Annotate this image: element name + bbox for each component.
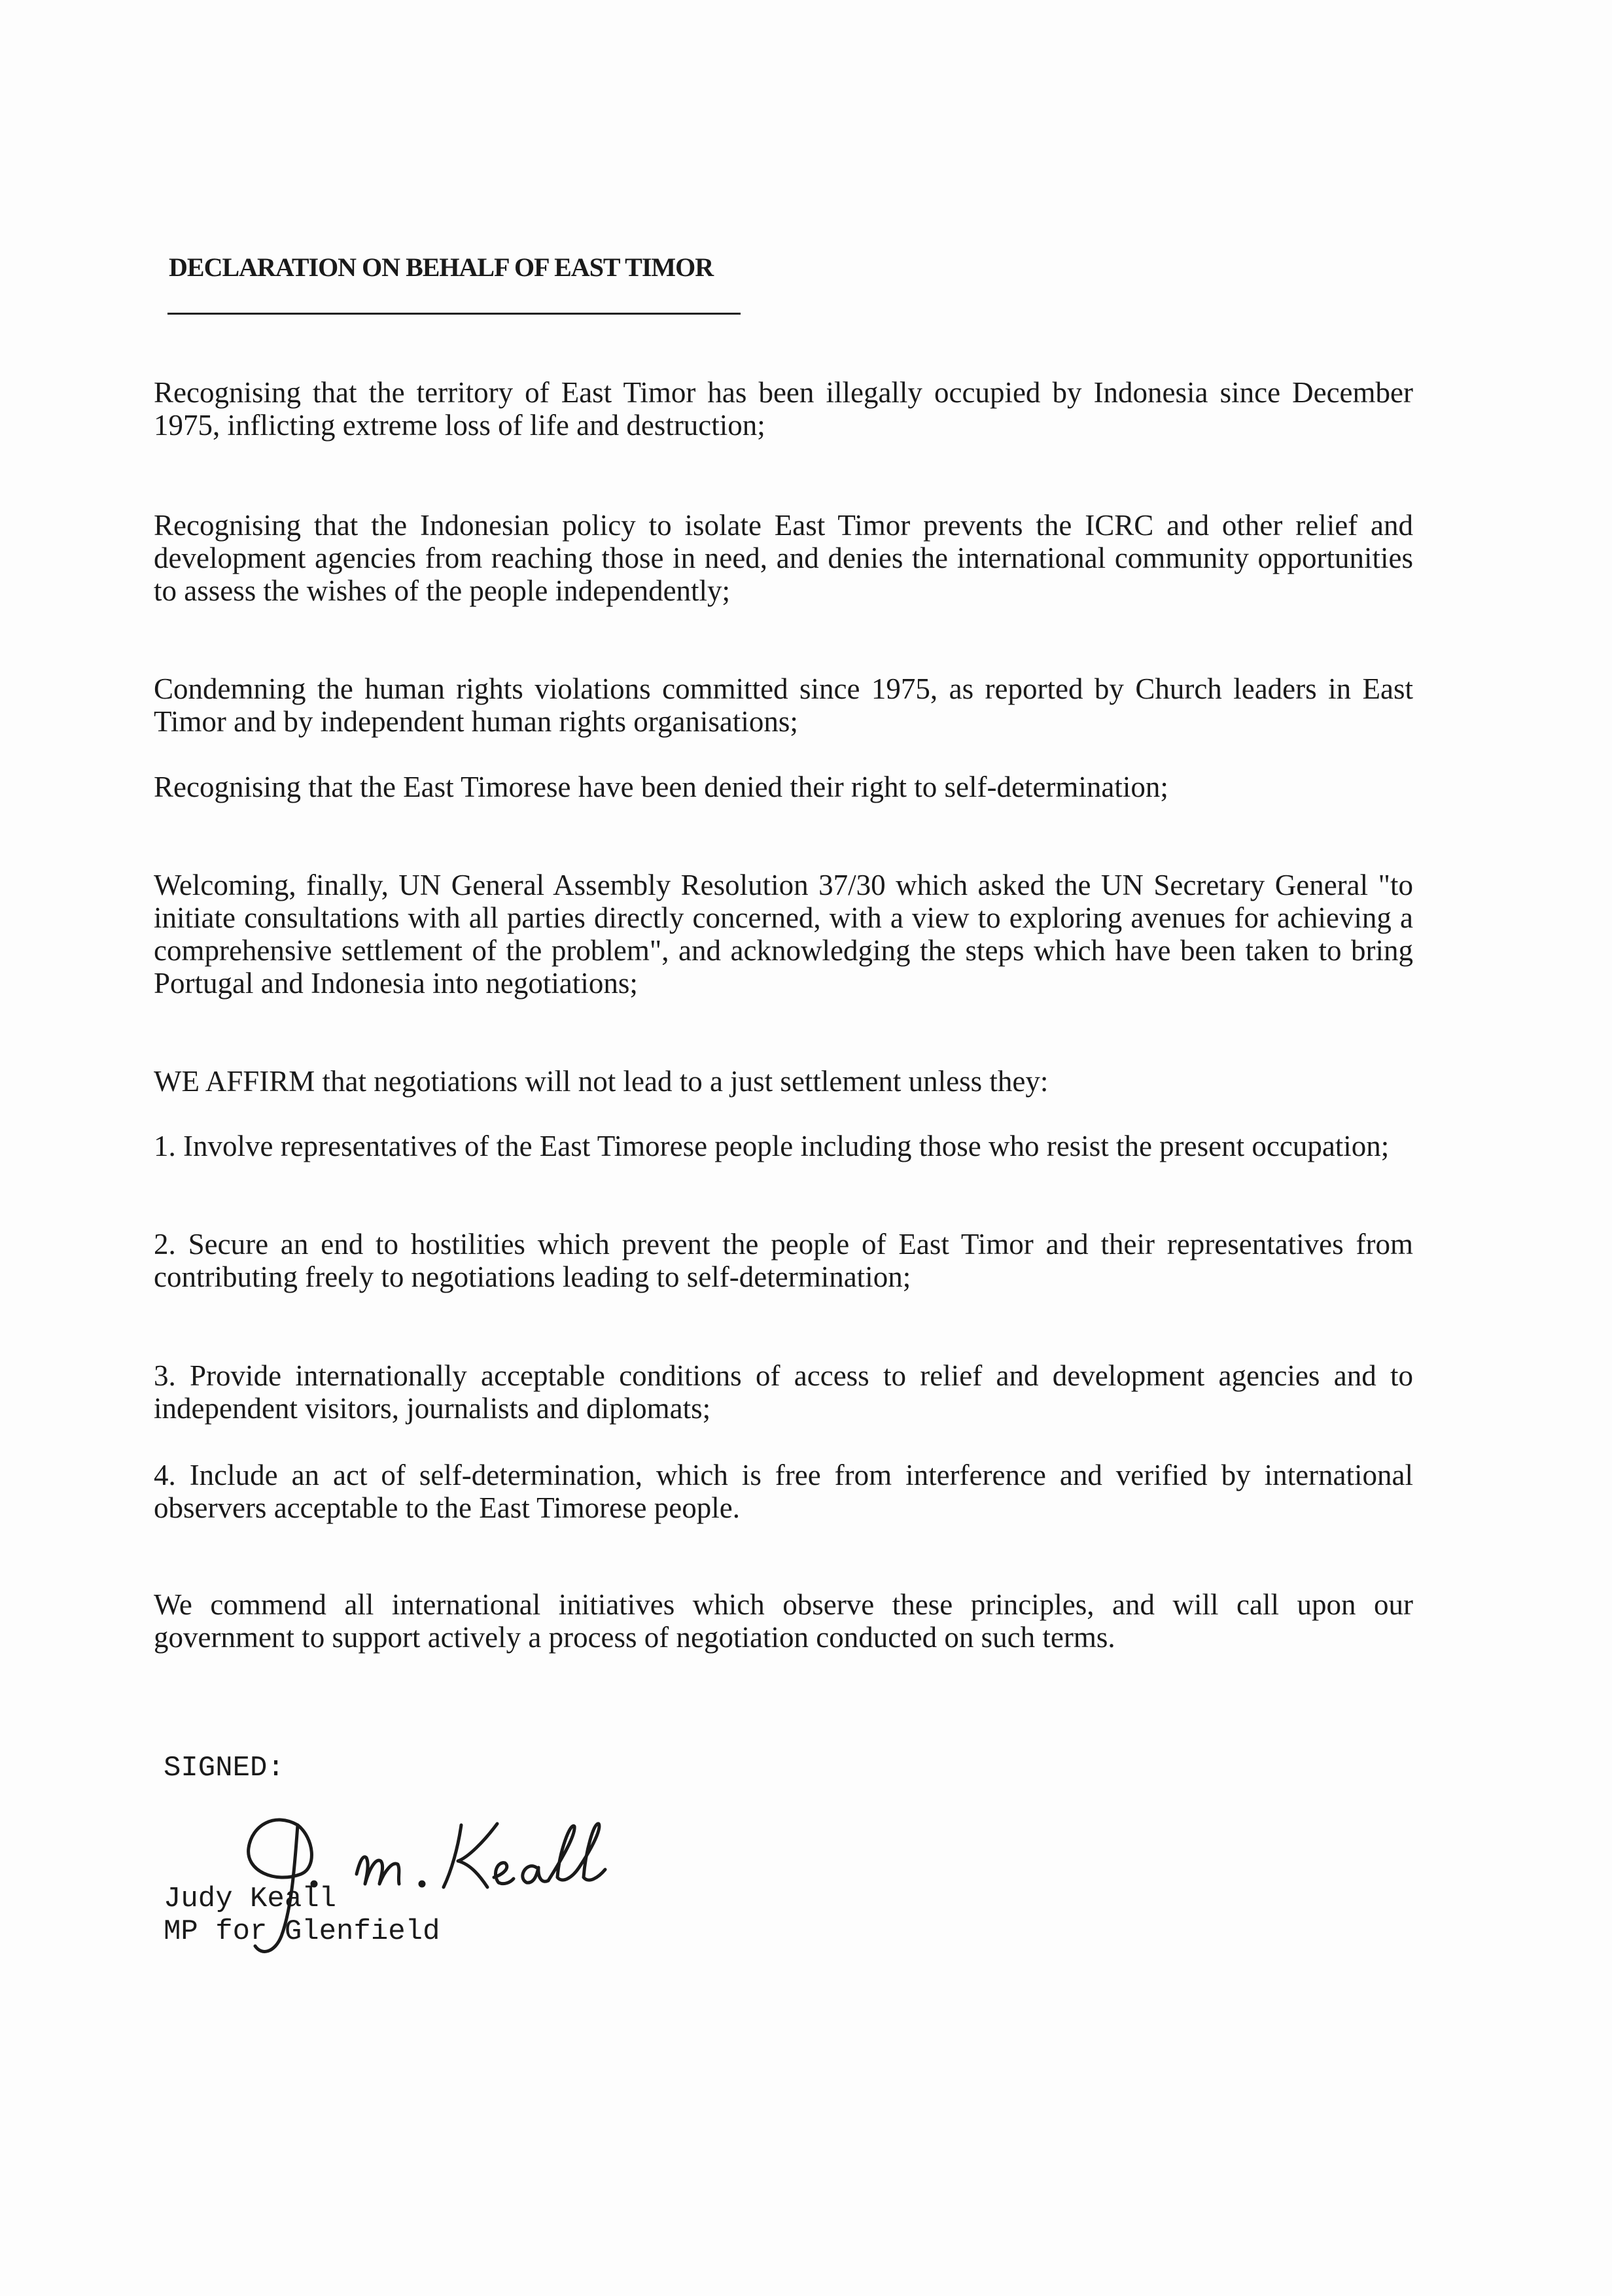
- document-title: DECLARATION ON BEHALF OF EAST TIMOR: [169, 252, 714, 282]
- paragraph-affirm: WE AFFIRM that negotiations will not lead to a just settlement unless they:: [154, 1065, 1049, 1098]
- title-underline: [167, 313, 741, 315]
- signed-label: SIGNED:: [164, 1752, 285, 1784]
- signatory-title: MP for Glenfield: [164, 1915, 440, 1948]
- paragraph-3: Condemning the human rights violations committed since 1975, as reported by Church leaders in East Timor and by independent human rights organisations;: [154, 672, 1413, 738]
- paragraph-commend: We commend all international initiatives which observe these principles, and will call upon our government to support actively a process of negotiation conducted on such terms.: [154, 1588, 1413, 1654]
- list-item-1: 1. Involve representatives of the East Timorese people including those who resist the present occupation;: [154, 1130, 1390, 1162]
- signatory-name: Judy Keall: [164, 1883, 337, 1915]
- paragraph-1: Recognising that the territory of East Timor has been illegally occupied by Indonesia since December 1975, inflicting extreme loss of life and destruction;: [154, 376, 1413, 442]
- list-item-2: 2. Secure an end to hostilities which prevent the people of East Timor and their representatives from contributing freely to negotiations leading to self-determination;: [154, 1228, 1413, 1293]
- paragraph-2: Recognising that the Indonesian policy to isolate East Timor prevents the ICRC and other relief and development agencies from reaching those in need, and denies the international community opportunities to assess the wishes of the people independently;: [154, 509, 1413, 607]
- paragraph-5: Welcoming, finally, UN General Assembly Resolution 37/30 which asked the UN Secretary General "to initiate consultations with all parties directly concerned, with a view to exploring avenues for achieving a comprehensive settlement of the problem", and acknowledging the steps which have been taken to bring Portugal and Indonesia into negotiations;: [154, 869, 1413, 1000]
- list-item-3: 3. Provide internationally acceptable conditions of access to relief and development agencies and to independent visitors, journalists and diplomats;: [154, 1359, 1413, 1425]
- list-item-4: 4. Include an act of self-determination, which is free from interference and verified by international observers acceptable to the East Timorese people.: [154, 1459, 1413, 1524]
- paragraph-4: Recognising that the East Timorese have been denied their right to self-determination;: [154, 771, 1168, 803]
